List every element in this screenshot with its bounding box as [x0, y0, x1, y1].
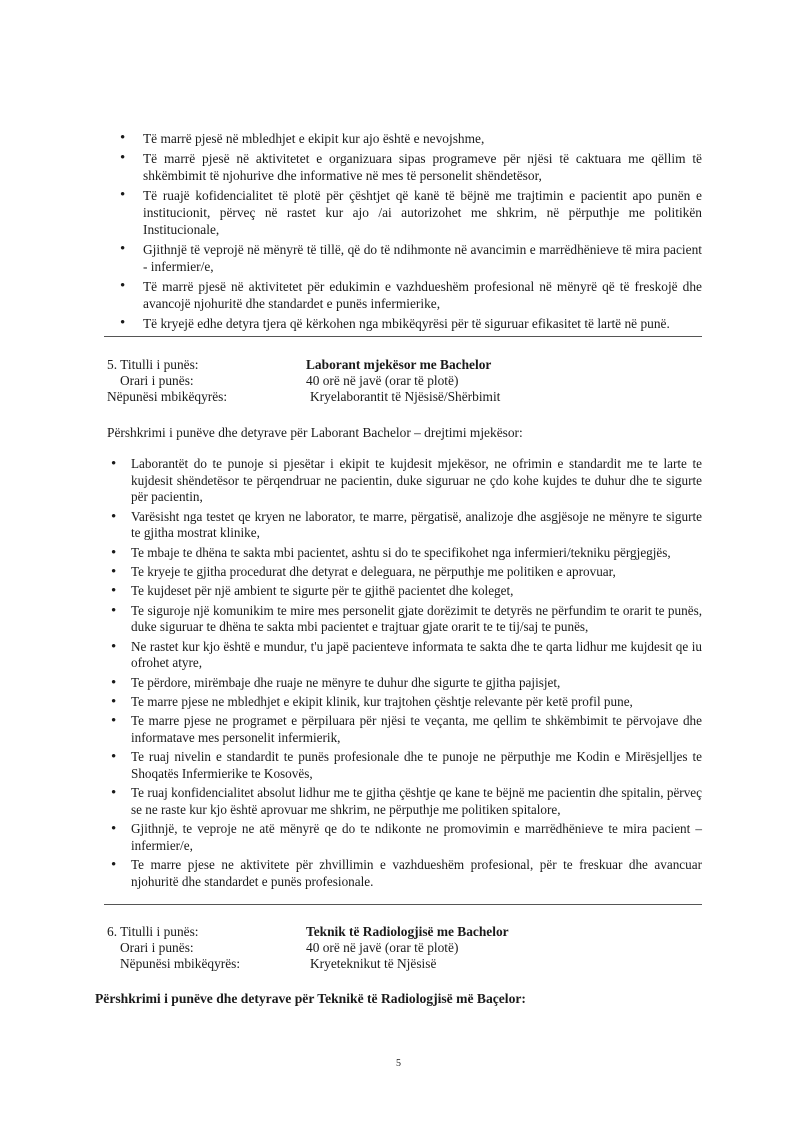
list-item: • Të kryejë edhe detyra tjera që kërkohen nga mbikëqyrësi për të siguruar efikasitet të lartë në punë. — [117, 315, 702, 332]
supervisor-value: Kryeteknikut të Njësisë — [310, 956, 437, 971]
list-item: • Te përdore, mirëmbaje dhe ruaje ne mënyre te duhur dhe sigurte te gjitha pajisjet, — [108, 675, 702, 692]
section-divider — [104, 336, 702, 337]
job-title-label: 6. Titulli i punës: — [107, 924, 199, 939]
supervisor-label: Nëpunësi mbikëqyrës: — [120, 956, 241, 971]
list-item: • Të marrë pjesë në aktivitetet e organizuara sipas programeve për njësi të caktuara me qëllim të shkëmbimit të njohurive dhe informative në mes të personelit shëndetësor, — [117, 150, 702, 184]
list-item: • Te kryeje te gjitha procedurat dhe detyrat e deleguara, ne përputhje me politiken e aprovuar, — [108, 564, 702, 581]
list-item: • Të ruajë kofidencialitet të plotë për çështjet që kanë të bëjnë me trajtimin e pacientit apo punën e institucionit, përveç në rastet kur ajo /ai autorizohet me shkrim, në përputhje me politikën Institucionale, — [117, 187, 702, 238]
job-info-laborant — [107, 357, 500, 405]
supervisor-label: Nëpunësi mbikëqyrës: — [107, 389, 228, 404]
list-item: • Te kujdeset për një ambient te sigurte për te gjithë pacientet dhe koleget, — [108, 583, 702, 600]
list-item: • Gjithnjë të veprojë në mënyrë të tillë, që do të ndihmonte në avancimin e marrëdhënieve të mira pacient - infermier/e, — [117, 241, 702, 275]
list-item: • Te ruaj konfidencialitet absolut lidhur me te gjitha çështje qe kane te bëjnë me pacientin dhe spitalin, përveç se ne raste kur kjo është aprovuar me shkrim, ne përputhje me politiken spitalore, — [108, 785, 702, 818]
list-item: • Te mbaje te dhëna te sakta mbi pacientet, ashtu si do te specifikohet nga infermieri/tekniku përgjegjës, — [108, 545, 702, 562]
list-item: • Ne rastet kur kjo është e mundur, t'u japë pacienteve informata te sakta dhe te qarta lidhur me kujdesit qe iu ofrohet atyre, — [108, 639, 702, 672]
list-item: • Te marre pjese ne mbledhjet e ekipit klinik, kur trajtohen çështje relevante për ketë profil pune, — [108, 694, 702, 711]
duties-heading-radiology: Përshkrimi i punëve dhe detyrave për Teknikë të Radiologjisë më Baçelor: — [95, 991, 526, 1006]
list-item: • Te marre pjese ne programet e përpiluara për njësi te veçanta, me qellim te shkëmbimit te përvojave dhe informatave mes personelit infermierik, — [108, 713, 702, 746]
job-title-value: Laborant mjekësor me Bachelor — [306, 357, 492, 372]
list-item: • Varësisht nga testet qe kryen ne laborator, te marre, përgatisë, analizoje dhe asgjësoje ne mënyre te sigurte te gjitha mostrat klinike, — [108, 509, 702, 542]
duties-heading-laborant: Përshkrimi i punëve dhe detyrave për Laborant Bachelor – drejtimi mjekësor: — [107, 425, 523, 440]
job-title-label: 5. Titulli i punës: — [107, 357, 199, 372]
supervisor-value: Kryelaborantit të Njësisë/Shërbimit — [310, 389, 501, 404]
list-item: • Te ruaj nivelin e standardit te punës profesionale dhe te punoje ne përputhje me Kodin e Mirësjelljes te Shoqatës Infermierike te Kosovës, — [108, 749, 702, 782]
page-number: 5 — [396, 1058, 401, 1069]
list-item: • Të marrë pjesë në mbledhjet e ekipit kur ajo është e nevojshme, — [117, 130, 702, 147]
duties-list-laborant — [108, 456, 702, 893]
work-hours-label: Orari i punës: — [120, 373, 194, 388]
list-item: • Te marre pjese ne aktivitete për zhvillimin e vazhdueshëm profesional, për te freskuar dhe avancuar njohuritë dhe standardet e punës profesionale. — [108, 857, 702, 890]
list-item: • Te siguroje një komunikim te mire mes personelit gjate dorëzimit te detyrës ne përfundim te orarit te punës, duke siguruar te dhëna te sakta mbi pacientet e trajtuar gjate orarit te te tij/saj te punës, — [108, 603, 702, 636]
work-hours-value: 40 orë në javë (orar të plotë) — [306, 940, 459, 955]
work-hours-value: 40 orë në javë (orar të plotë) — [306, 373, 459, 388]
duties-list-continued — [117, 130, 702, 335]
list-item: • Të marrë pjesë në aktivitetet për edukimin e vazhdueshëm profesional në mënyrë që të freskojë dhe avancojë njohuritë dhe standardet e punës infermierike, — [117, 278, 702, 312]
list-item: • Gjithnjë, te veproje ne atë mënyrë qe do te ndikonte ne promovimin e marrëdhënieve te mira pacient –infermier/e, — [108, 821, 702, 854]
job-info-radiology — [107, 924, 509, 972]
list-item: • Laborantët do te punoje si pjesëtar i ekipit te kujdesit mjekësor, ne ofrimin e standardit me te larte te kujdesit shëndetësor te përqendruar ne pacientin, duke siguruar ne çdo kohe kujdes te duhur dhe te sigurte për pacientin, — [108, 456, 702, 506]
section-divider — [104, 904, 702, 905]
work-hours-label: Orari i punës: — [120, 940, 194, 955]
job-title-value: Teknik të Radiologjisë me Bachelor — [306, 924, 509, 939]
